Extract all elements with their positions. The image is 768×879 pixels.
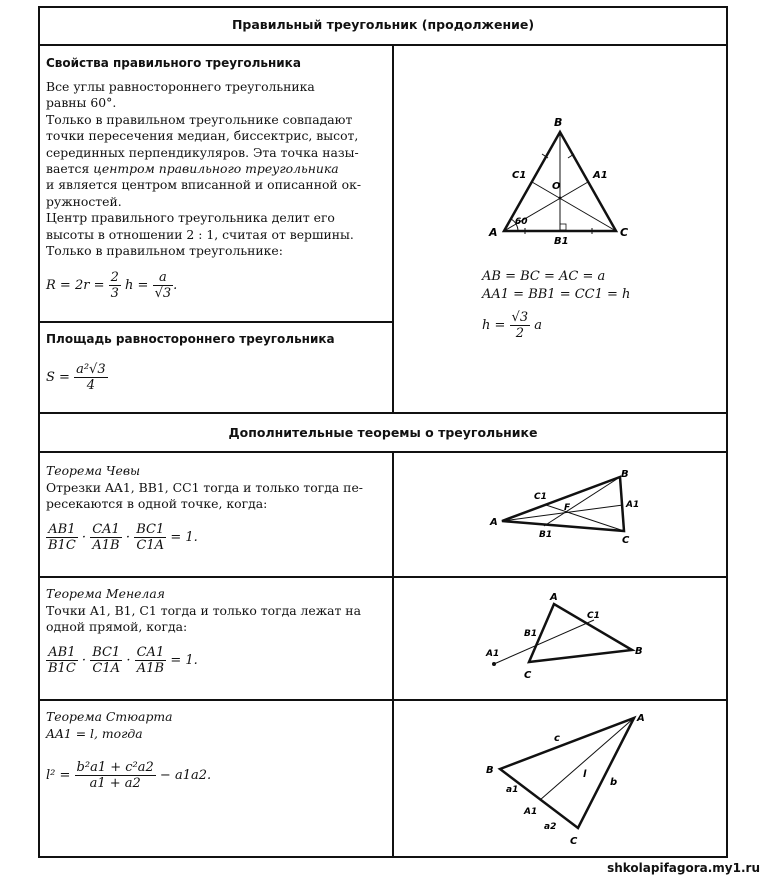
area-formula: S = $\frac{\text{a²√3}}{4}$ xyxy=(46,362,106,393)
label-o: O xyxy=(552,181,561,192)
divider xyxy=(38,321,392,323)
label-c: C xyxy=(524,670,532,681)
menelaus-text: Точки A1, B1, C1 тогда и только тогда лежат на одной прямой, когда: xyxy=(46,603,361,635)
ceva-text: Отрезки AA1, BB1, CC1 тогда и только тогда пе- ресекаются в одной точке, когда: xyxy=(46,480,363,512)
stewart-figure xyxy=(394,701,726,857)
label-a: A xyxy=(489,226,498,239)
ceva-figure xyxy=(394,453,726,575)
label-c1: C1 xyxy=(512,170,527,181)
label-b: B xyxy=(486,765,494,776)
divider xyxy=(38,412,728,414)
label-a1: A1 xyxy=(524,807,538,817)
label-c: C xyxy=(570,836,578,847)
label-a: A xyxy=(637,713,645,724)
label-a1: A1 xyxy=(486,649,500,659)
label-c: C xyxy=(622,535,630,546)
label-a2-segment: a2 xyxy=(544,822,557,832)
label-c-side: c xyxy=(554,733,560,744)
label-l: l xyxy=(583,769,587,780)
label-a1: A1 xyxy=(626,500,640,510)
section-title: Дополнительные теоремы о треугольнике xyxy=(228,425,538,440)
label-f: F xyxy=(564,503,571,513)
properties-text: Все углы равностороннего треугольника равны 60°. Только в правильном треугольнике совпадают точки пересечения медиан, биссектрис, высот, серединных перпендикуляров. Эта точка назы- вается центром правильного треугольника и является центром вписанной и описанной ок- ружностей. Центр правильного треугольника делит его высоты в отношении 2 : 1, считая от вершины. Только в правильном треугольнике: xyxy=(46,79,361,259)
ceva-name: Теорема Чевы xyxy=(46,463,141,478)
height-formula: h = $\frac{√3}{2}$ a xyxy=(482,310,543,341)
area-heading: Площадь равностороннего треугольника xyxy=(46,332,335,346)
label-b1: B1 xyxy=(554,236,569,247)
menelaus-name: Теорема Менелая xyxy=(46,586,165,601)
label-b1: B1 xyxy=(524,629,538,639)
properties-heading: Свойства правильного треугольника xyxy=(46,56,301,70)
stewart-formula: l² = $\frac{\text{b²a1 + c²a2}}{a1 + a2}$ − a1a2. xyxy=(46,760,212,791)
stewart-name: Теорема Стюарта xyxy=(46,709,173,724)
label-angle: 60 xyxy=(515,217,528,227)
equal-sides-formulas: AB = BC = AC = a AA1 = BB1 = CC1 = h xyxy=(482,269,631,302)
stewart-text: AA1 = l, тогда xyxy=(46,726,143,741)
label-a: A xyxy=(490,517,498,528)
label-a1-segment: a1 xyxy=(506,785,519,795)
label-c1: C1 xyxy=(587,611,600,621)
label-c: C xyxy=(620,226,629,239)
label-b: B xyxy=(554,116,563,129)
menelaus-formula: $\frac{AB1}{B1C}$ · $\frac{BC1}{C1A}$ · $\frac{CA1}{A1B}$ = 1. xyxy=(48,645,198,676)
label-b: B xyxy=(635,646,643,657)
ceva-formula: $\frac{AB1}{B1C}$ · $\frac{CA1}{A1B}$ · $\frac{BC1}{C1A}$ = 1. xyxy=(48,522,198,553)
label-a1: A1 xyxy=(593,170,608,181)
label-c1: C1 xyxy=(534,492,547,502)
label-b-side: b xyxy=(610,777,618,788)
label-a: A xyxy=(550,592,558,603)
section-title: Правильный треугольник (продолжение) xyxy=(231,17,535,32)
menelaus-figure xyxy=(394,578,726,698)
radius-formula: R = 2r = $\frac{2}{3}$ h = $\frac{a}{√3}$ . xyxy=(46,270,178,301)
watermark: shkolapifagora.my1.ru xyxy=(607,861,760,875)
label-b1: B1 xyxy=(539,530,553,540)
label-b: B xyxy=(621,469,629,480)
